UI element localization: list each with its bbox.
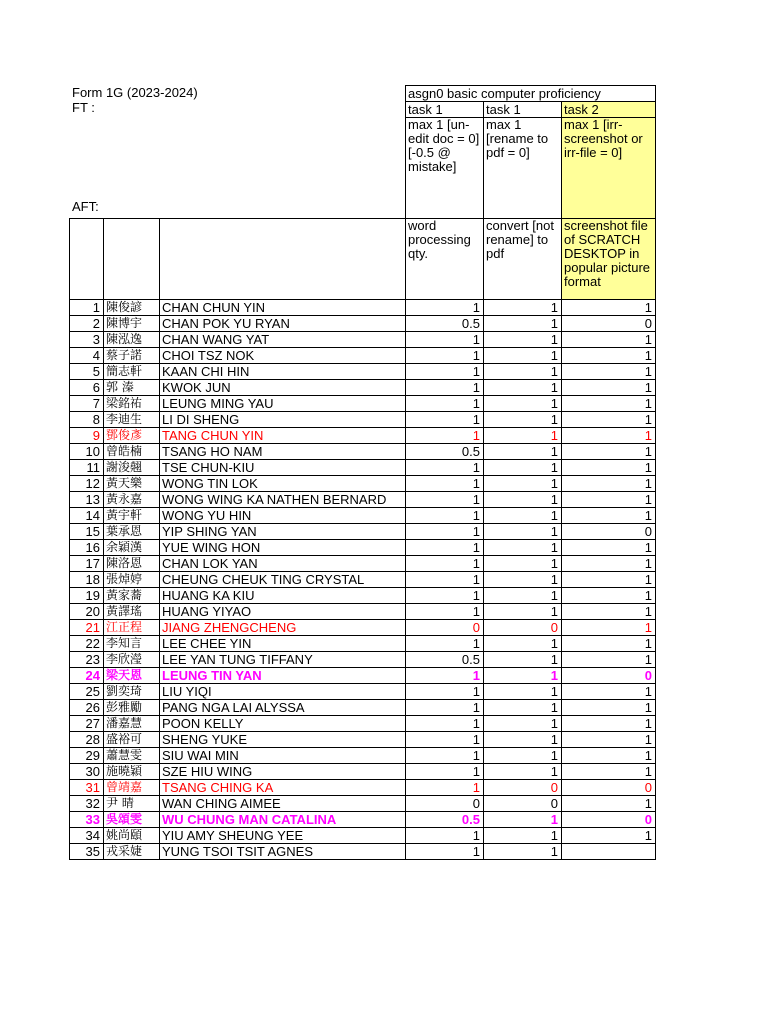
score-task2-screenshot: 1 xyxy=(562,716,656,732)
score-task2-screenshot: 0 xyxy=(562,780,656,796)
student-english-name: PANG NGA LAI ALYSSA xyxy=(160,700,406,716)
score-task2-screenshot: 1 xyxy=(562,604,656,620)
score-task1-pdf: 1 xyxy=(484,412,562,428)
student-chinese-name: 施曉穎 xyxy=(104,764,160,780)
assignment-group-title: asgn0 basic computer proficiency xyxy=(406,86,656,102)
task-label-2: task 1 xyxy=(484,102,562,118)
score-task1-word: 1 xyxy=(406,844,484,860)
student-chinese-name: 梁銘祐 xyxy=(104,396,160,412)
student-number: 3 xyxy=(70,332,104,348)
score-task1-pdf: 1 xyxy=(484,460,562,476)
score-task1-word: 0.5 xyxy=(406,316,484,332)
student-number: 23 xyxy=(70,652,104,668)
score-task1-word: 1 xyxy=(406,636,484,652)
student-number: 16 xyxy=(70,540,104,556)
student-number: 31 xyxy=(70,780,104,796)
student-row xyxy=(70,716,656,732)
student-number: 1 xyxy=(70,300,104,316)
student-row xyxy=(70,300,656,316)
student-row xyxy=(70,524,656,540)
marking-scheme-3: max 1 [irr-screenshot or irr-file = 0] xyxy=(562,118,656,219)
score-task2-screenshot: 1 xyxy=(562,652,656,668)
score-task2-screenshot: 1 xyxy=(562,700,656,716)
student-chinese-name: 蔡子諾 xyxy=(104,348,160,364)
student-number: 5 xyxy=(70,364,104,380)
student-english-name: TSANG CHING KA xyxy=(160,780,406,796)
score-task2-screenshot: 0 xyxy=(562,316,656,332)
score-task1-word: 1 xyxy=(406,828,484,844)
score-task2-screenshot: 1 xyxy=(562,412,656,428)
score-task1-word: 1 xyxy=(406,348,484,364)
student-row xyxy=(70,684,656,700)
score-task1-word: 1 xyxy=(406,700,484,716)
student-row xyxy=(70,668,656,684)
score-task1-pdf: 1 xyxy=(484,652,562,668)
score-task1-pdf: 1 xyxy=(484,636,562,652)
score-task1-word: 1 xyxy=(406,556,484,572)
student-english-name: LI DI SHENG xyxy=(160,412,406,428)
score-task1-word: 1 xyxy=(406,540,484,556)
score-task1-word: 1 xyxy=(406,524,484,540)
student-chinese-name: 余穎漢 xyxy=(104,540,160,556)
student-row xyxy=(70,700,656,716)
student-row xyxy=(70,796,656,812)
student-english-name: KAAN CHI HIN xyxy=(160,364,406,380)
student-english-name: HUANG YIYAO xyxy=(160,604,406,620)
score-task1-pdf: 1 xyxy=(484,668,562,684)
student-row xyxy=(70,460,656,476)
student-number: 34 xyxy=(70,828,104,844)
student-row xyxy=(70,364,656,380)
marking-scheme-1: max 1 [un-edit doc = 0] [-0.5 @ mistake] xyxy=(406,118,484,219)
score-task1-word: 1 xyxy=(406,476,484,492)
student-number: 10 xyxy=(70,444,104,460)
student-chinese-name: 李迪生 xyxy=(104,412,160,428)
score-task2-screenshot: 1 xyxy=(562,732,656,748)
student-english-name: SZE HIU WING xyxy=(160,764,406,780)
score-task2-screenshot: 1 xyxy=(562,620,656,636)
student-number: 17 xyxy=(70,556,104,572)
student-chinese-name: 曾靖嘉 xyxy=(104,780,160,796)
score-task1-word: 1 xyxy=(406,732,484,748)
student-chinese-name: 李欣瀅 xyxy=(104,652,160,668)
score-task1-pdf: 1 xyxy=(484,540,562,556)
student-english-name: CHAN WANG YAT xyxy=(160,332,406,348)
score-task1-word: 1 xyxy=(406,492,484,508)
cname-header xyxy=(104,219,160,300)
student-number: 9 xyxy=(70,428,104,444)
student-number: 27 xyxy=(70,716,104,732)
student-number: 8 xyxy=(70,412,104,428)
score-task1-word: 1 xyxy=(406,716,484,732)
student-number: 18 xyxy=(70,572,104,588)
student-row xyxy=(70,732,656,748)
student-number: 19 xyxy=(70,588,104,604)
score-task1-pdf: 1 xyxy=(484,364,562,380)
student-english-name: LEE YAN TUNG TIFFANY xyxy=(160,652,406,668)
student-number: 15 xyxy=(70,524,104,540)
score-task1-word: 1 xyxy=(406,780,484,796)
student-row xyxy=(70,748,656,764)
score-task1-pdf: 1 xyxy=(484,492,562,508)
score-task2-screenshot: 1 xyxy=(562,380,656,396)
score-task2-screenshot: 1 xyxy=(562,428,656,444)
score-task1-pdf: 0 xyxy=(484,796,562,812)
student-number: 4 xyxy=(70,348,104,364)
score-task1-pdf: 1 xyxy=(484,588,562,604)
score-task2-screenshot: 1 xyxy=(562,364,656,380)
task-description-3: screenshot file of SCRATCH DESKTOP in popular picture format xyxy=(562,219,656,300)
score-task1-pdf: 1 xyxy=(484,764,562,780)
score-task1-pdf: 1 xyxy=(484,684,562,700)
student-row xyxy=(70,652,656,668)
student-row xyxy=(70,380,656,396)
form-title: Form 1G (2023-2024) xyxy=(72,85,198,100)
student-english-name: LEE CHEE YIN xyxy=(160,636,406,652)
score-task2-screenshot: 1 xyxy=(562,828,656,844)
student-row xyxy=(70,412,656,428)
score-table xyxy=(69,85,656,860)
score-task2-screenshot: 1 xyxy=(562,460,656,476)
score-task1-pdf: 1 xyxy=(484,572,562,588)
student-english-name: WONG YU HIN xyxy=(160,508,406,524)
student-number: 20 xyxy=(70,604,104,620)
student-english-name: LEUNG MING YAU xyxy=(160,396,406,412)
student-chinese-name: 江正程 xyxy=(104,620,160,636)
score-task1-pdf: 1 xyxy=(484,444,562,460)
score-task1-word: 1 xyxy=(406,508,484,524)
score-task1-pdf: 1 xyxy=(484,844,562,860)
ename-header xyxy=(160,219,406,300)
score-task1-pdf: 1 xyxy=(484,332,562,348)
student-chinese-name: 潘嘉慧 xyxy=(104,716,160,732)
student-chinese-name: 陳洛恩 xyxy=(104,556,160,572)
student-english-name: CHEUNG CHEUK TING CRYSTAL xyxy=(160,572,406,588)
score-task2-screenshot: 1 xyxy=(562,636,656,652)
student-number: 32 xyxy=(70,796,104,812)
marking-scheme-2: max 1 [rename to pdf = 0] xyxy=(484,118,562,219)
student-english-name: WU CHUNG MAN CATALINA xyxy=(160,812,406,828)
score-task1-word: 1 xyxy=(406,332,484,348)
student-row xyxy=(70,508,656,524)
student-english-name: CHAN POK YU RYAN xyxy=(160,316,406,332)
student-row xyxy=(70,764,656,780)
student-english-name: LIU YIQI xyxy=(160,684,406,700)
score-task1-pdf: 1 xyxy=(484,812,562,828)
score-task2-screenshot: 1 xyxy=(562,444,656,460)
student-chinese-name: 黃宇軒 xyxy=(104,508,160,524)
student-number: 6 xyxy=(70,380,104,396)
student-row xyxy=(70,540,656,556)
student-number: 13 xyxy=(70,492,104,508)
score-task1-word: 1 xyxy=(406,412,484,428)
student-english-name: POON KELLY xyxy=(160,716,406,732)
score-task1-pdf: 1 xyxy=(484,348,562,364)
score-task1-pdf: 1 xyxy=(484,300,562,316)
score-task1-word: 0 xyxy=(406,796,484,812)
score-task2-screenshot: 1 xyxy=(562,540,656,556)
score-task2-screenshot: 1 xyxy=(562,588,656,604)
student-chinese-name: 黃永嘉 xyxy=(104,492,160,508)
student-chinese-name: 彭雅勵 xyxy=(104,700,160,716)
student-number: 2 xyxy=(70,316,104,332)
student-english-name: KWOK JUN xyxy=(160,380,406,396)
student-english-name: JIANG ZHENGCHENG xyxy=(160,620,406,636)
score-task1-word: 1 xyxy=(406,588,484,604)
student-number: 26 xyxy=(70,700,104,716)
student-english-name: HUANG KA KIU xyxy=(160,588,406,604)
score-task1-word: 0.5 xyxy=(406,444,484,460)
student-english-name: SHENG YUKE xyxy=(160,732,406,748)
score-task1-word: 1 xyxy=(406,748,484,764)
student-row xyxy=(70,828,656,844)
student-english-name: SIU WAI MIN xyxy=(160,748,406,764)
student-english-name: YUNG TSOI TSIT AGNES xyxy=(160,844,406,860)
score-task1-pdf: 1 xyxy=(484,508,562,524)
score-task1-word: 1 xyxy=(406,764,484,780)
score-task2-screenshot: 1 xyxy=(562,300,656,316)
score-task1-word: 1 xyxy=(406,396,484,412)
score-task1-word: 1 xyxy=(406,460,484,476)
student-chinese-name: 陳俊諺 xyxy=(104,300,160,316)
student-chinese-name: 黃天樂 xyxy=(104,476,160,492)
score-task2-screenshot: 1 xyxy=(562,572,656,588)
student-english-name: WONG WING KA NATHEN BERNARD xyxy=(160,492,406,508)
student-row xyxy=(70,396,656,412)
student-row xyxy=(70,492,656,508)
score-task1-pdf: 1 xyxy=(484,700,562,716)
score-task1-word: 1 xyxy=(406,364,484,380)
student-chinese-name: 尹 晴 xyxy=(104,796,160,812)
student-chinese-name: 謝浚翹 xyxy=(104,460,160,476)
score-task1-pdf: 0 xyxy=(484,780,562,796)
student-row xyxy=(70,572,656,588)
student-english-name: WONG TIN LOK xyxy=(160,476,406,492)
score-task1-word: 1 xyxy=(406,604,484,620)
score-task2-screenshot: 0 xyxy=(562,812,656,828)
student-number: 22 xyxy=(70,636,104,652)
score-task2-screenshot: 0 xyxy=(562,524,656,540)
score-task1-pdf: 1 xyxy=(484,316,562,332)
student-chinese-name: 曾皓楠 xyxy=(104,444,160,460)
score-task1-pdf: 1 xyxy=(484,380,562,396)
student-row xyxy=(70,556,656,572)
student-chinese-name: 黃家蕎 xyxy=(104,588,160,604)
score-task2-screenshot: 1 xyxy=(562,748,656,764)
task-label-1: task 1 xyxy=(406,102,484,118)
no-header xyxy=(70,219,104,300)
score-task1-pdf: 1 xyxy=(484,604,562,620)
score-task1-word: 0 xyxy=(406,620,484,636)
score-task2-screenshot: 1 xyxy=(562,508,656,524)
student-number: 29 xyxy=(70,748,104,764)
score-task1-pdf: 1 xyxy=(484,396,562,412)
student-chinese-name: 盛裕可 xyxy=(104,732,160,748)
score-task1-pdf: 1 xyxy=(484,428,562,444)
student-number: 14 xyxy=(70,508,104,524)
student-row xyxy=(70,444,656,460)
score-task1-pdf: 1 xyxy=(484,732,562,748)
student-chinese-name: 黃譯瑤 xyxy=(104,604,160,620)
student-chinese-name: 陳博宇 xyxy=(104,316,160,332)
student-english-name: TANG CHUN YIN xyxy=(160,428,406,444)
student-chinese-name: 戎采婕 xyxy=(104,844,160,860)
student-row xyxy=(70,620,656,636)
score-task2-screenshot: 1 xyxy=(562,396,656,412)
student-row xyxy=(70,348,656,364)
student-number: 35 xyxy=(70,844,104,860)
score-task1-word: 1 xyxy=(406,380,484,396)
score-task2-screenshot: 1 xyxy=(562,492,656,508)
score-task2-screenshot: 1 xyxy=(562,764,656,780)
score-task2-screenshot: 1 xyxy=(562,556,656,572)
score-task2-screenshot: 1 xyxy=(562,796,656,812)
score-task1-word: 1 xyxy=(406,300,484,316)
score-task1-word: 0.5 xyxy=(406,812,484,828)
student-number: 11 xyxy=(70,460,104,476)
score-task1-pdf: 0 xyxy=(484,620,562,636)
aft-label: AFT: xyxy=(72,199,99,214)
student-row xyxy=(70,812,656,828)
student-chinese-name: 簡志軒 xyxy=(104,364,160,380)
task-description-2: convert [not rename] to pdf xyxy=(484,219,562,300)
ft-label: FT : xyxy=(72,100,95,115)
student-english-name: CHAN CHUN YIN xyxy=(160,300,406,316)
task-description-1: word processing qty. xyxy=(406,219,484,300)
student-row xyxy=(70,780,656,796)
student-number: 21 xyxy=(70,620,104,636)
score-task1-pdf: 1 xyxy=(484,556,562,572)
student-chinese-name: 鄧俊彥 xyxy=(104,428,160,444)
score-task2-screenshot: 1 xyxy=(562,684,656,700)
score-task1-word: 1 xyxy=(406,668,484,684)
student-number: 7 xyxy=(70,396,104,412)
score-task1-word: 1 xyxy=(406,572,484,588)
student-chinese-name: 姚尚頤 xyxy=(104,828,160,844)
score-task1-word: 1 xyxy=(406,428,484,444)
student-chinese-name: 張焯婷 xyxy=(104,572,160,588)
student-row xyxy=(70,844,656,860)
student-row xyxy=(70,428,656,444)
student-row xyxy=(70,604,656,620)
student-english-name: TSE CHUN-KIU xyxy=(160,460,406,476)
score-task2-screenshot: 0 xyxy=(562,668,656,684)
score-task1-pdf: 1 xyxy=(484,476,562,492)
student-number: 33 xyxy=(70,812,104,828)
student-english-name: YIP SHING YAN xyxy=(160,524,406,540)
student-english-name: YUE WING HON xyxy=(160,540,406,556)
task-label-3: task 2 xyxy=(562,102,656,118)
score-task2-screenshot: 1 xyxy=(562,332,656,348)
student-chinese-name: 李知言 xyxy=(104,636,160,652)
score-task1-pdf: 1 xyxy=(484,828,562,844)
student-english-name: LEUNG TIN YAN xyxy=(160,668,406,684)
student-chinese-name: 陳泓逸 xyxy=(104,332,160,348)
student-number: 12 xyxy=(70,476,104,492)
student-row xyxy=(70,588,656,604)
student-row xyxy=(70,316,656,332)
student-row xyxy=(70,332,656,348)
student-number: 24 xyxy=(70,668,104,684)
score-task2-screenshot: 1 xyxy=(562,476,656,492)
student-chinese-name: 劉奕琦 xyxy=(104,684,160,700)
score-task1-pdf: 1 xyxy=(484,748,562,764)
student-english-name: CHAN LOK YAN xyxy=(160,556,406,572)
student-number: 28 xyxy=(70,732,104,748)
student-chinese-name: 梁天恩 xyxy=(104,668,160,684)
student-chinese-name: 吳頌雯 xyxy=(104,812,160,828)
score-task2-screenshot: 1 xyxy=(562,348,656,364)
student-chinese-name: 葉承恩 xyxy=(104,524,160,540)
student-number: 30 xyxy=(70,764,104,780)
score-task1-word: 0.5 xyxy=(406,652,484,668)
student-number: 25 xyxy=(70,684,104,700)
student-english-name: TSANG HO NAM xyxy=(160,444,406,460)
student-english-name: YIU AMY SHEUNG YEE xyxy=(160,828,406,844)
score-task2-screenshot xyxy=(562,844,656,860)
student-english-name: CHOI TSZ NOK xyxy=(160,348,406,364)
student-english-name: WAN CHING AIMEE xyxy=(160,796,406,812)
score-task1-pdf: 1 xyxy=(484,716,562,732)
student-chinese-name: 蕭慧雯 xyxy=(104,748,160,764)
score-task1-word: 1 xyxy=(406,684,484,700)
student-row xyxy=(70,476,656,492)
student-chinese-name: 郭 溱 xyxy=(104,380,160,396)
score-task1-pdf: 1 xyxy=(484,524,562,540)
student-row xyxy=(70,636,656,652)
